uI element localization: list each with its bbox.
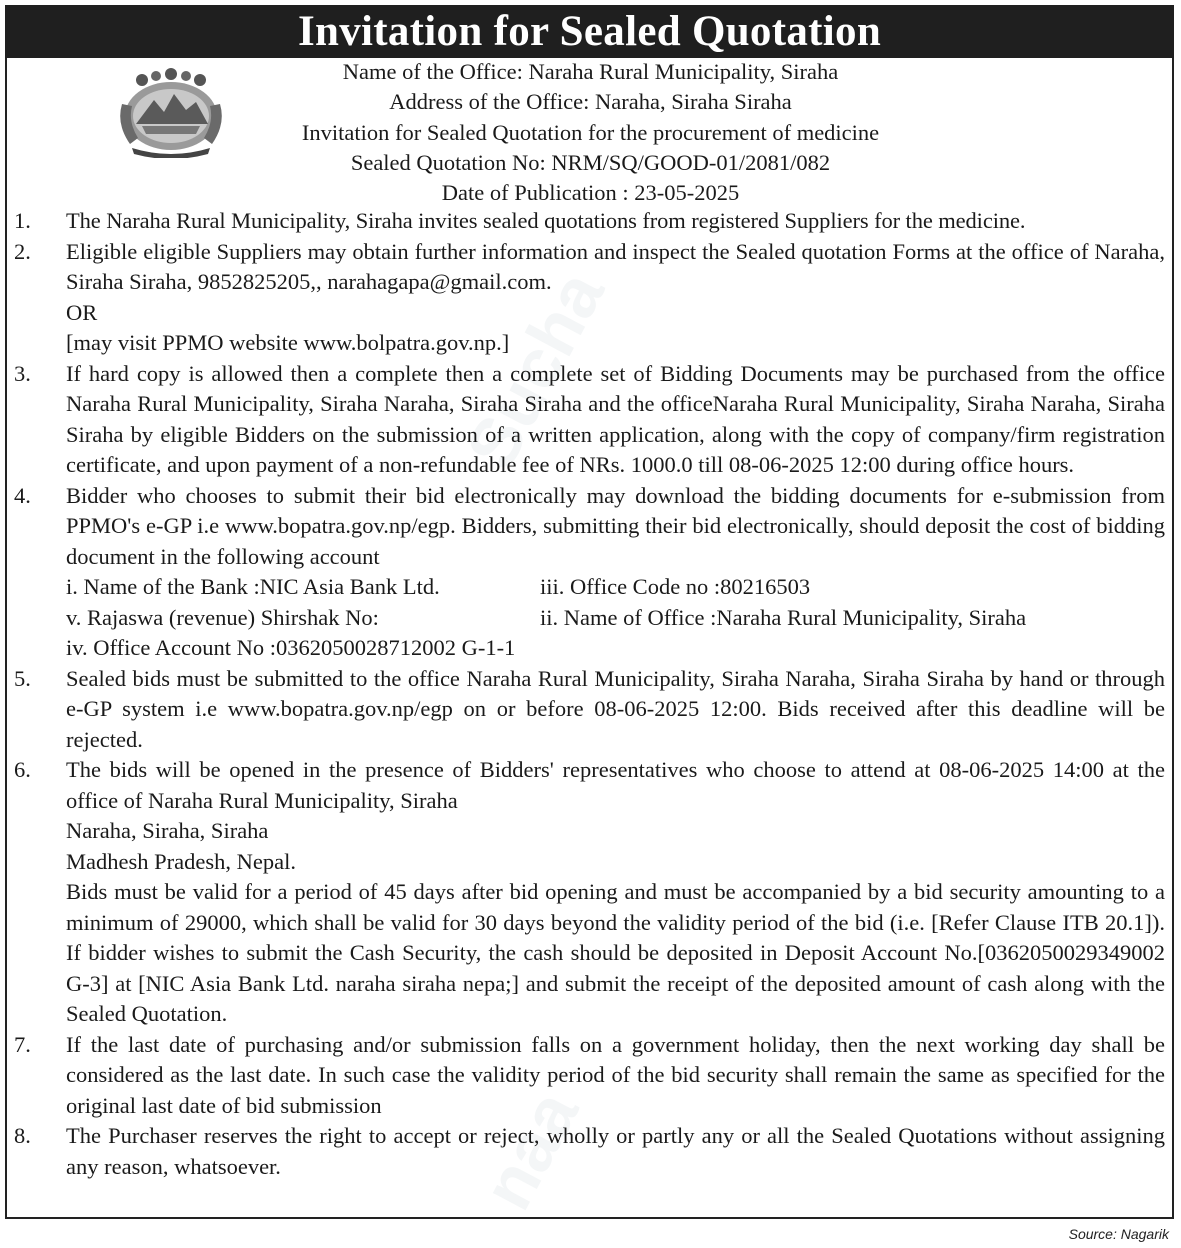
item-text: The Purchaser reserves the right to accept or reject, wholly or partly any or all the Sealed Quotations without assigning any reason, whatsoever. <box>66 1123 1165 1179</box>
publication-date: Date of Publication : 23-05-2025 <box>441 180 740 206</box>
item-text: The bids will be opened in the presence of Bidders' representatives who choose to attend at 08-06-2025 14:00 at the office of Naraha Rural Municipality, Siraha <box>66 757 1165 813</box>
source-credit: Source: Nagarik <box>1068 1226 1169 1242</box>
office-code: iii. Office Code no :80216503 <box>540 574 811 599</box>
procurement-purpose: Invitation for Sealed Quotation for the procurement of medicine <box>301 119 880 145</box>
item-number: 1. <box>14 208 31 233</box>
item-text: If hard copy is allowed then a complete then a complete set of Bidding Documents may be purchased from the office Naraha Rural Municipality, Siraha Naraha, Siraha Siraha and the officeNaraha Rural Municipality, Siraha Naraha, Siraha Siraha by eligible Bidders on the submission of a written application, along with the copy of company/firm registration certificate, and upon payment of a non-refundable fee of NRs. 1000.0 till 08-06-2025 12:00 during office hours. <box>66 360 1165 477</box>
list-item <box>0 1121 1181 1182</box>
item-text: The Naraha Rural Municipality, Siraha invites sealed quotations from registered Suppliers for the medicine. <box>66 208 1026 233</box>
item-text: If the last date of purchasing and/or submission falls on a government holiday, then the next working day shall be considered as the last date. In such case the validity period of the bid security shall remain the same as specified for the original last date of bid submission <box>66 1031 1165 1118</box>
item-number: 5. <box>14 665 31 691</box>
item-number: 3. <box>14 360 31 386</box>
list-item <box>0 237 1181 359</box>
item-text: Sealed bids must be submitted to the office Naraha Rural Municipality, Siraha Naraha, Siraha Siraha by hand or through e-GP system i.e www.bopatra.gov.np/egp on or before 08-06-2025 12:00. Bids received after this deadline will be rejected. <box>66 665 1165 752</box>
notice-header <box>0 57 1181 208</box>
bid-validity-text: Bids must be valid for a period of 45 days after bid opening and must be accompanied by a bid security amounting to a minimum of 29000, which shall be valid for 30 days beyond the validity period of the bid (i.e. [Refer Clause ITB 20.1]). If bidder wishes to submit the Cash Security, the cash should be deposited in Deposit Account No.[0362050029349002 G-3] at [NIC Asia Bank Ltd. naraha siraha nepa;] and submit the receipt of the deposited amount of cash along with the Sealed Quotation. <box>66 879 1165 1026</box>
rajaswa-shirshak: v. Rajaswa (revenue) Shirshak No: <box>66 604 379 630</box>
account-row <box>66 603 1181 634</box>
item-number: 2. <box>14 238 31 264</box>
quotation-number: Sealed Quotation No: NRM/SQ/GOOD-01/2081/082 <box>350 149 831 175</box>
item-number: 7. <box>14 1031 31 1057</box>
list-item <box>0 206 1181 237</box>
list-item <box>0 481 1181 664</box>
office-name: Name of the Office: Naraha Rural Municipality, Siraha <box>342 59 839 84</box>
item-number: 8. <box>14 1123 31 1148</box>
or-text: OR <box>66 299 98 325</box>
list-item <box>0 755 1181 1030</box>
notice-title: Invitation for Sealed Quotation <box>5 5 1174 58</box>
notice-body <box>0 206 1181 1182</box>
list-item <box>0 1030 1181 1122</box>
item-text: Bidder who chooses to submit their bid electronically may download the bidding documents for e-submission from PPMO's e-GP i.e www.bopatra.gov.np/egp. Bidders, submitting their bid electronically, should deposit the cost of bidding document in the following account <box>66 482 1165 569</box>
address-line: Madhesh Pradesh, Nepal. <box>66 848 296 874</box>
office-address: Address of the Office: Naraha, Siraha Siraha <box>389 89 792 115</box>
address-line: Naraha, Siraha, Siraha <box>66 818 269 843</box>
bank-name: i. Name of the Bank :NIC Asia Bank Ltd. <box>66 574 440 599</box>
office-name-account: ii. Name of Office :Naraha Rural Municipality, Siraha <box>540 604 1027 630</box>
item-number: 6. <box>14 757 31 782</box>
office-account-number: iv. Office Account No :0362050028712002 G-1-1 <box>66 635 516 660</box>
list-item <box>0 359 1181 481</box>
account-row <box>66 572 1181 603</box>
list-item <box>0 664 1181 756</box>
ppmo-website-text: [may visit PPMO website www.bolpatra.gov.np.] <box>66 330 510 355</box>
item-number: 4. <box>14 482 31 508</box>
item-text: Eligible eligible Suppliers may obtain further information and inspect the Sealed quotation Forms at the office of Naraha, Siraha Siraha, 9852825205,, narahagapa@gmail.com. <box>66 238 1165 294</box>
